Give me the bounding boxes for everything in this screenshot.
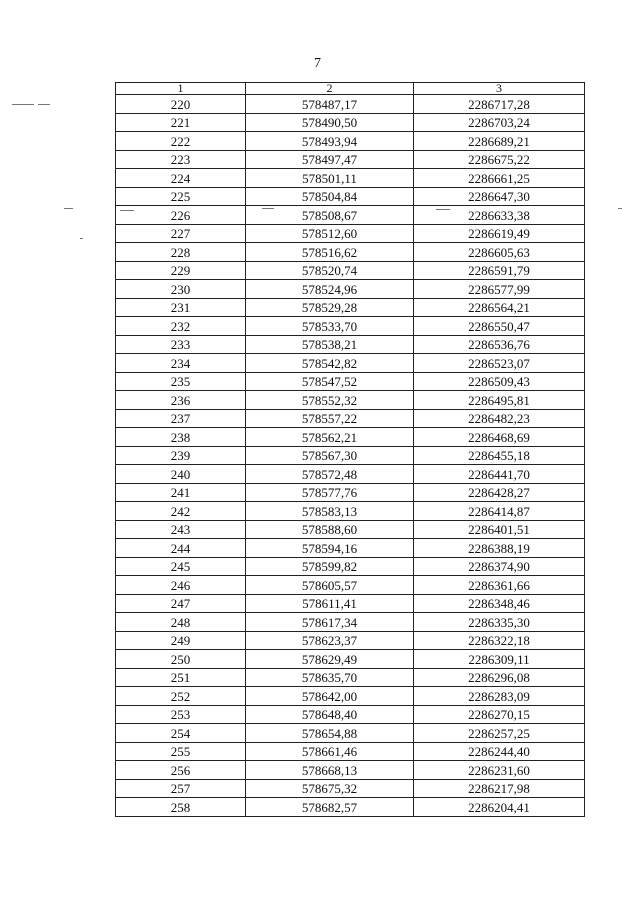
x-coordinate-cell: 578524,96 [246, 280, 414, 299]
table-row [116, 169, 585, 188]
y-coordinate-cell: 2286675,22 [414, 150, 585, 169]
x-coordinate-cell: 578654,88 [246, 724, 414, 743]
x-coordinate-cell: 578572,48 [246, 465, 414, 484]
table-row [116, 317, 585, 336]
point-number-cell: 239 [116, 446, 246, 465]
table-row [116, 779, 585, 798]
y-coordinate-cell: 2286257,25 [414, 724, 585, 743]
x-coordinate-cell: 578661,46 [246, 742, 414, 761]
x-coordinate-cell: 578588,60 [246, 520, 414, 539]
table-row [116, 742, 585, 761]
table-row [116, 446, 585, 465]
x-coordinate-cell: 578675,32 [246, 779, 414, 798]
table-row [116, 243, 585, 262]
point-number-cell: 246 [116, 576, 246, 595]
point-number-cell: 234 [116, 354, 246, 373]
point-number-cell: 247 [116, 594, 246, 613]
table-row [116, 502, 585, 521]
point-number-cell: 245 [116, 557, 246, 576]
table-row [116, 132, 585, 151]
y-coordinate-cell: 2286348,46 [414, 594, 585, 613]
table-row [116, 354, 585, 373]
y-coordinate-cell: 2286591,79 [414, 261, 585, 280]
x-coordinate-cell: 578642,00 [246, 687, 414, 706]
y-coordinate-cell: 2286322,18 [414, 631, 585, 650]
table-row [116, 298, 585, 317]
table-row [116, 465, 585, 484]
point-number-cell: 256 [116, 761, 246, 780]
point-number-cell: 251 [116, 668, 246, 687]
point-number-cell: 238 [116, 428, 246, 447]
y-coordinate-cell: 2286495,81 [414, 391, 585, 410]
point-number-cell: 243 [116, 520, 246, 539]
x-coordinate-cell: 578542,82 [246, 354, 414, 373]
y-coordinate-cell: 2286605,63 [414, 243, 585, 262]
y-coordinate-cell: 2286428,27 [414, 483, 585, 502]
table-row [116, 261, 585, 280]
y-coordinate-cell: 2286619,49 [414, 224, 585, 243]
point-number-cell: 242 [116, 502, 246, 521]
y-coordinate-cell: 2286509,43 [414, 372, 585, 391]
x-coordinate-cell: 578512,60 [246, 224, 414, 243]
y-coordinate-cell: 2286441,70 [414, 465, 585, 484]
table-row [116, 687, 585, 706]
point-number-cell: 226 [116, 206, 246, 225]
y-coordinate-cell: 2286388,19 [414, 539, 585, 558]
y-coordinate-cell: 2286717,28 [414, 95, 585, 114]
x-coordinate-cell: 578629,49 [246, 650, 414, 669]
table-row [116, 631, 585, 650]
x-coordinate-cell: 578547,52 [246, 372, 414, 391]
table-row [116, 335, 585, 354]
y-coordinate-cell: 2286550,47 [414, 317, 585, 336]
table-header-row [116, 83, 585, 95]
point-number-cell: 235 [116, 372, 246, 391]
y-coordinate-cell: 2286661,25 [414, 169, 585, 188]
point-number-cell: 223 [116, 150, 246, 169]
page-number: 7 [314, 56, 321, 71]
x-coordinate-cell: 578490,50 [246, 113, 414, 132]
x-coordinate-cell: 578635,70 [246, 668, 414, 687]
x-coordinate-cell: 578594,16 [246, 539, 414, 558]
point-number-cell: 225 [116, 187, 246, 206]
y-coordinate-cell: 2286703,24 [414, 113, 585, 132]
x-coordinate-cell: 578599,82 [246, 557, 414, 576]
x-coordinate-cell: 578577,76 [246, 483, 414, 502]
x-coordinate-cell: 578497,47 [246, 150, 414, 169]
y-coordinate-cell: 2286231,60 [414, 761, 585, 780]
coordinates-table-body [116, 83, 585, 817]
y-coordinate-cell: 2286536,76 [414, 335, 585, 354]
point-number-cell: 224 [116, 169, 246, 188]
y-coordinate-cell: 2286401,51 [414, 520, 585, 539]
table-row [116, 150, 585, 169]
table-row [116, 557, 585, 576]
table-row [116, 95, 585, 114]
table-row [116, 761, 585, 780]
y-coordinate-cell: 2286468,69 [414, 428, 585, 447]
x-coordinate-cell: 578611,41 [246, 594, 414, 613]
x-coordinate-cell: 578529,28 [246, 298, 414, 317]
table-row [116, 798, 585, 817]
point-number-cell: 255 [116, 742, 246, 761]
table-row [116, 409, 585, 428]
coordinates-table [115, 82, 585, 817]
table-row [116, 576, 585, 595]
point-number-cell: 227 [116, 224, 246, 243]
table-row [116, 280, 585, 299]
point-number-cell: 244 [116, 539, 246, 558]
table-row [116, 391, 585, 410]
x-coordinate-cell: 578623,37 [246, 631, 414, 650]
table-row [116, 428, 585, 447]
point-number-cell: 253 [116, 705, 246, 724]
point-number-cell: 232 [116, 317, 246, 336]
y-coordinate-cell: 2286523,07 [414, 354, 585, 373]
x-coordinate-cell: 578583,13 [246, 502, 414, 521]
x-coordinate-cell: 578552,32 [246, 391, 414, 410]
y-coordinate-cell: 2286647,30 [414, 187, 585, 206]
y-coordinate-cell: 2286361,66 [414, 576, 585, 595]
table-row [116, 483, 585, 502]
point-number-cell: 228 [116, 243, 246, 262]
y-coordinate-cell: 2286270,15 [414, 705, 585, 724]
x-coordinate-cell: 578668,13 [246, 761, 414, 780]
table-row [116, 206, 585, 225]
y-coordinate-cell: 2286335,30 [414, 613, 585, 632]
point-number-cell: 249 [116, 631, 246, 650]
y-coordinate-cell: 2286204,41 [414, 798, 585, 817]
table-row [116, 113, 585, 132]
table-row [116, 539, 585, 558]
scan-speck [64, 208, 73, 209]
point-number-cell: 248 [116, 613, 246, 632]
table-row [116, 613, 585, 632]
point-number-cell: 231 [116, 298, 246, 317]
x-coordinate-cell: 578605,57 [246, 576, 414, 595]
x-coordinate-cell: 578617,34 [246, 613, 414, 632]
y-coordinate-cell: 2286283,09 [414, 687, 585, 706]
y-coordinate-cell: 2286564,21 [414, 298, 585, 317]
x-coordinate-cell: 578538,21 [246, 335, 414, 354]
point-number-cell: 221 [116, 113, 246, 132]
point-number-cell: 222 [116, 132, 246, 151]
x-coordinate-cell: 578533,70 [246, 317, 414, 336]
y-coordinate-cell: 2286633,38 [414, 206, 585, 225]
y-coordinate-cell: 2286296,08 [414, 668, 585, 687]
y-coordinate-cell: 2286309,11 [414, 650, 585, 669]
x-coordinate-cell: 578567,30 [246, 446, 414, 465]
x-coordinate-cell: 578557,22 [246, 409, 414, 428]
column-header-3: 3 [414, 83, 585, 95]
point-number-cell: 220 [116, 95, 246, 114]
y-coordinate-cell: 2286482,23 [414, 409, 585, 428]
x-coordinate-cell: 578501,11 [246, 169, 414, 188]
scan-speck [80, 238, 83, 239]
x-coordinate-cell: 578504,84 [246, 187, 414, 206]
table-row [116, 520, 585, 539]
table-row [116, 187, 585, 206]
y-coordinate-cell: 2286244,40 [414, 742, 585, 761]
point-number-cell: 240 [116, 465, 246, 484]
x-coordinate-cell: 578682,57 [246, 798, 414, 817]
table-row [116, 372, 585, 391]
x-coordinate-cell: 578516,62 [246, 243, 414, 262]
y-coordinate-cell: 2286414,87 [414, 502, 585, 521]
y-coordinate-cell: 2286577,99 [414, 280, 585, 299]
y-coordinate-cell: 2286455,18 [414, 446, 585, 465]
x-coordinate-cell: 578562,21 [246, 428, 414, 447]
x-coordinate-cell: 578508,67 [246, 206, 414, 225]
table-row [116, 224, 585, 243]
point-number-cell: 250 [116, 650, 246, 669]
table-row [116, 650, 585, 669]
table-row [116, 724, 585, 743]
y-coordinate-cell: 2286374,90 [414, 557, 585, 576]
point-number-cell: 252 [116, 687, 246, 706]
x-coordinate-cell: 578648,40 [246, 705, 414, 724]
table-row [116, 668, 585, 687]
scan-speck [38, 104, 50, 105]
point-number-cell: 257 [116, 779, 246, 798]
scan-speck [12, 104, 34, 105]
point-number-cell: 233 [116, 335, 246, 354]
point-number-cell: 229 [116, 261, 246, 280]
table-row [116, 594, 585, 613]
scan-speck [618, 208, 622, 209]
point-number-cell: 258 [116, 798, 246, 817]
point-number-cell: 254 [116, 724, 246, 743]
y-coordinate-cell: 2286217,98 [414, 779, 585, 798]
point-number-cell: 236 [116, 391, 246, 410]
point-number-cell: 241 [116, 483, 246, 502]
point-number-cell: 237 [116, 409, 246, 428]
table-row [116, 705, 585, 724]
column-header-1: 1 [116, 83, 246, 95]
y-coordinate-cell: 2286689,21 [414, 132, 585, 151]
x-coordinate-cell: 578493,94 [246, 132, 414, 151]
point-number-cell: 230 [116, 280, 246, 299]
x-coordinate-cell: 578487,17 [246, 95, 414, 114]
column-header-2: 2 [246, 83, 414, 95]
x-coordinate-cell: 578520,74 [246, 261, 414, 280]
